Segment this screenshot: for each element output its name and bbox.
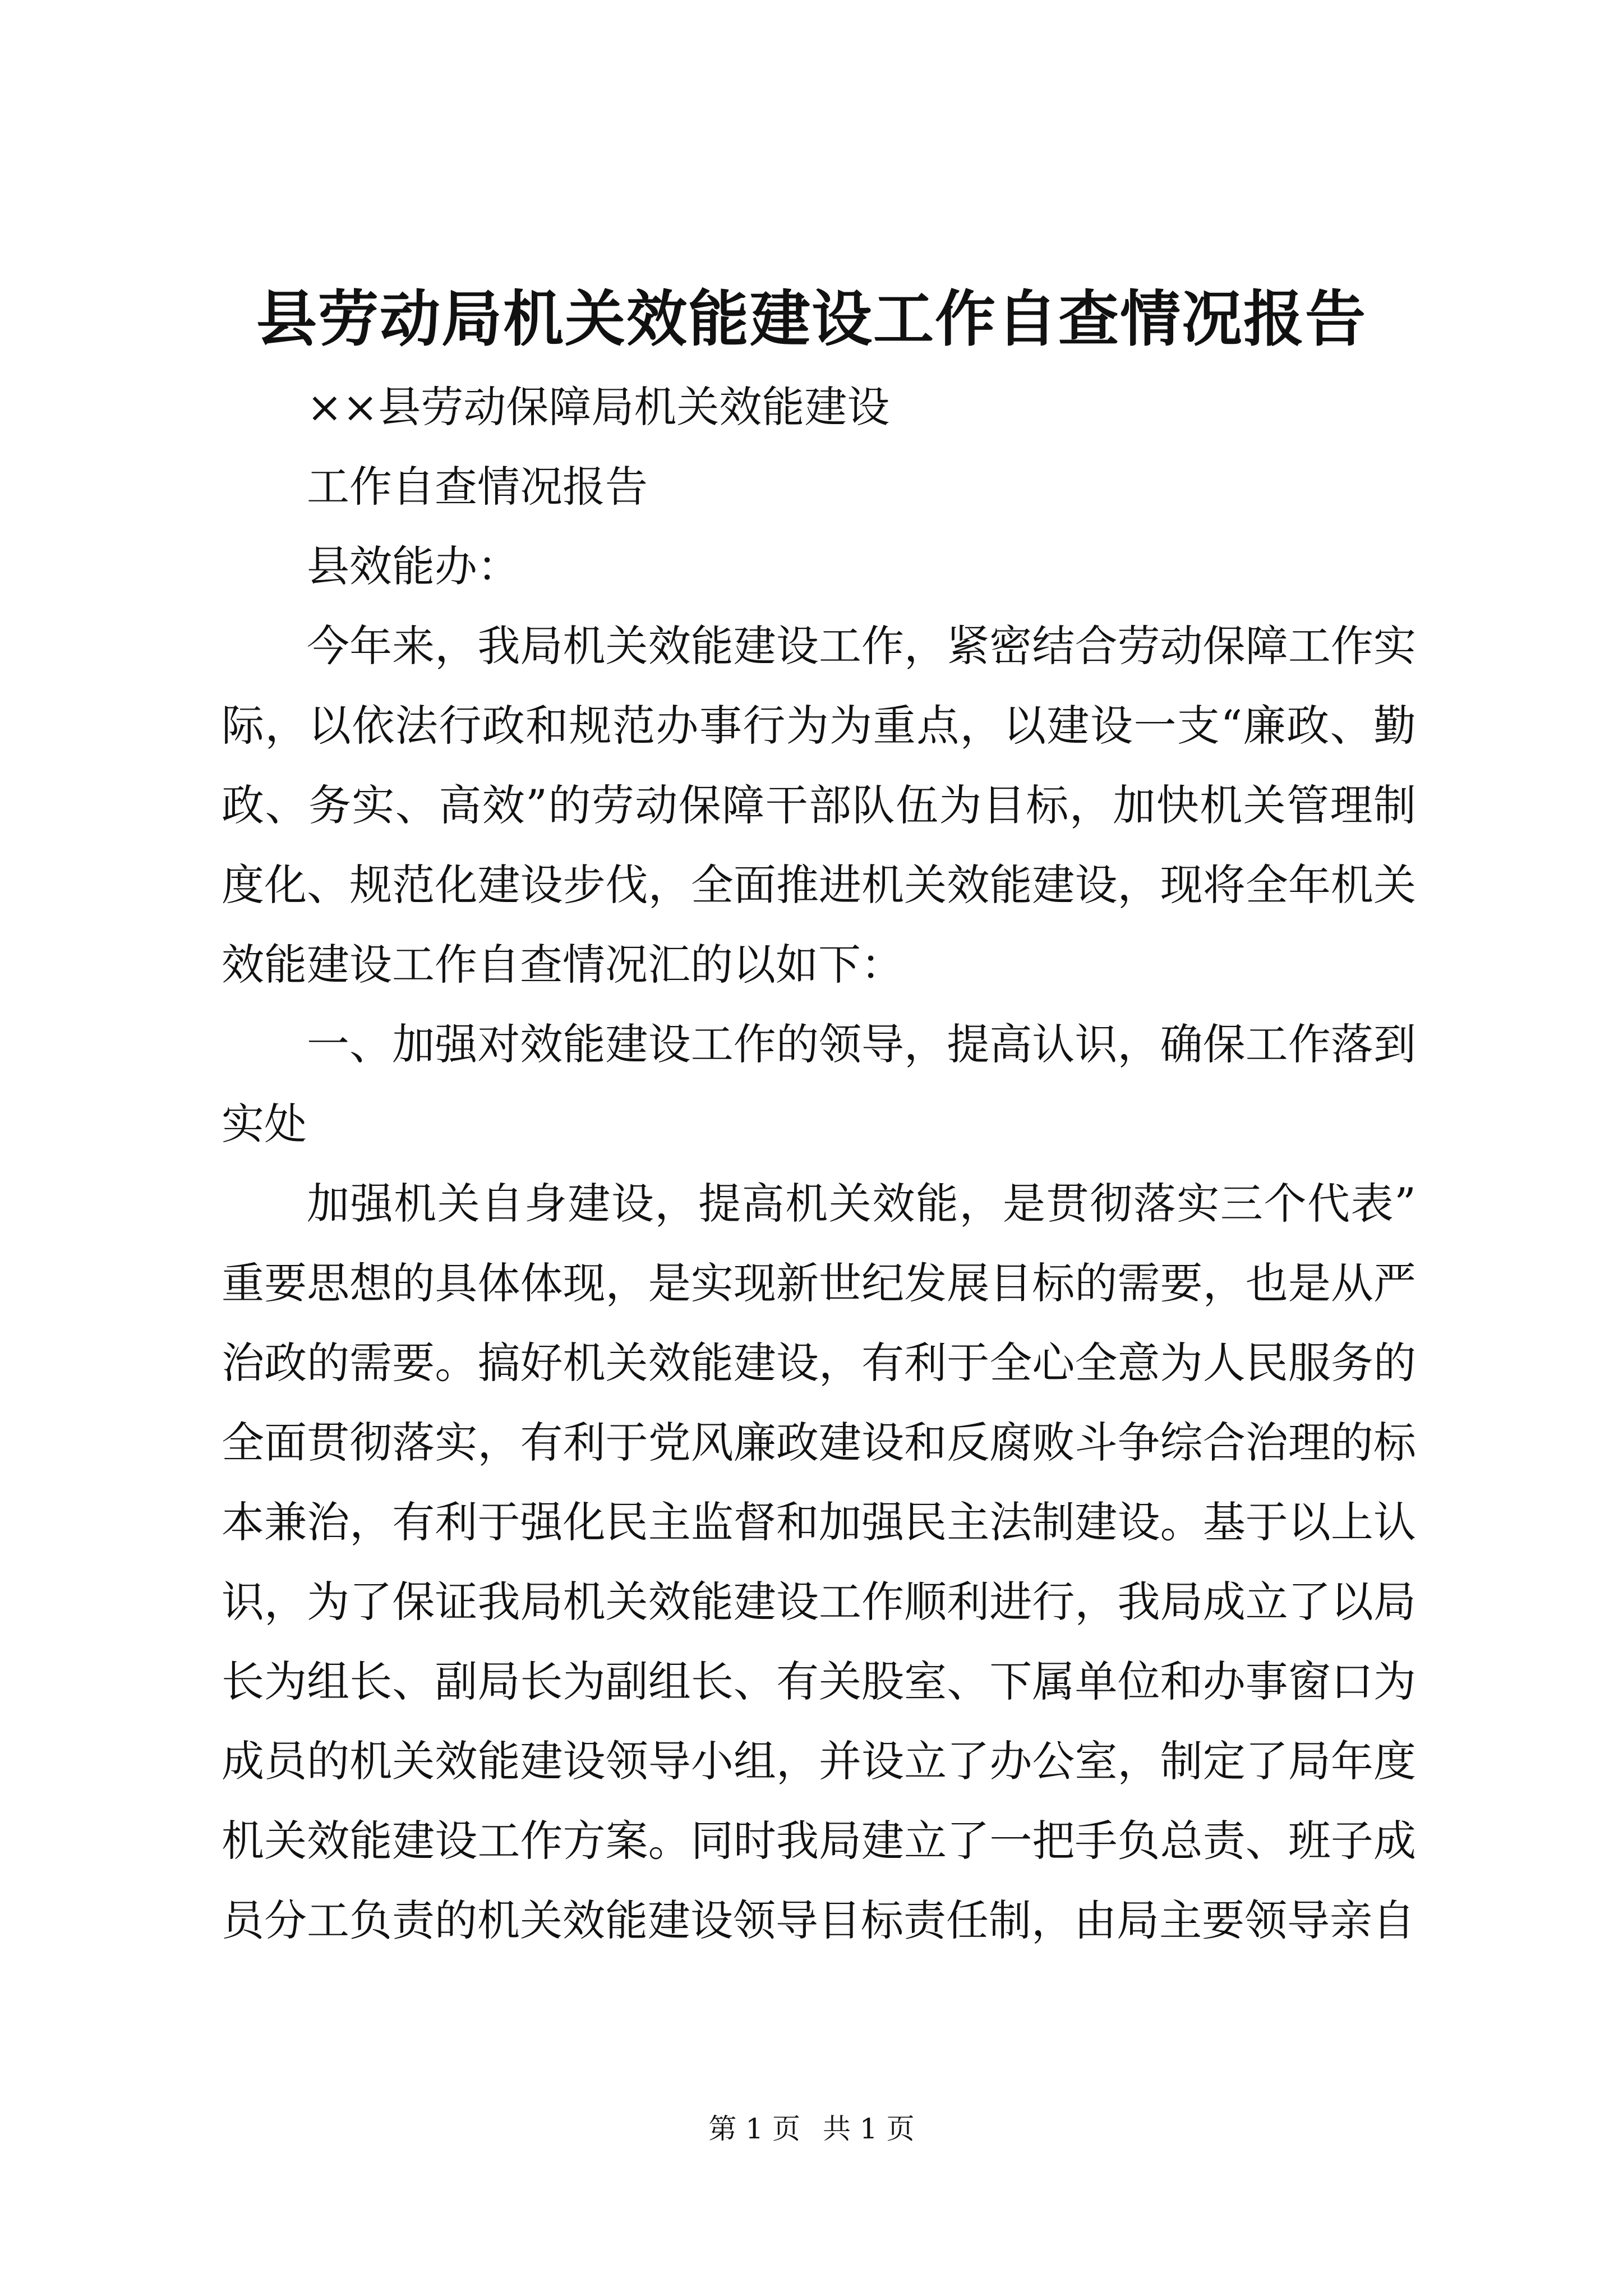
paragraph-section-1: 加强机关自身建设，提高机关效能，是贯彻落实三个代表”重要思想的具体体现，是实现新世纪发展目标的需要，也是从严治政的需要。搞好机关效能建设，有利于全心全意为人民服务的全面贯彻落实，有利于党风廉政建设和反腐败斗争综合治理的标本兼治，有利于强化民主监督和加强民主法制建设。基于以上认识，为了保证我局机关效能建设工作顺利进行，我局成立了以局长为组长、副局长为副组长、有关股室、下属单位和办事窗口为成员的机关效能建设领导小组，并设立了办公室，制定了局年度机关效能建设工作方案。同时我局建立了一把手负总责、班子成员分工负责的机关效能建设领导目标责任制，由局主要领导亲自	[222, 1179, 1416, 1945]
subtitle-line-1: ××县劳动保障局机关效能建设	[307, 382, 890, 432]
paragraph-intro: 今年来，我局机关效能建设工作，紧密结合劳动保障工作实际，以依法行政和规范办事行为为重点，以建设一支“廉政、勤政、务实、高效”的劳动保障干部队伍为目标，加快机关管理制度化、规范化建设步伐，全面推进机关效能建设，现将全年机关效能建设工作自查情况汇的以如下：	[222, 621, 1416, 990]
page-number: 第 1 页	[708, 2113, 800, 2145]
salutation: 县效能办：	[307, 541, 520, 591]
subtitle-line-2: 工作自查情况报告	[307, 462, 648, 512]
document-title: 县劳动局机关效能建设工作自查情况报告	[256, 284, 1367, 355]
document-body	[222, 367, 1416, 1961]
section-heading-1: 一、加强对效能建设工作的领导，提高认识，确保工作落到实处	[222, 1019, 1416, 1149]
page-footer	[0, 2106, 1623, 2147]
page-total: 共 1 页	[823, 2113, 915, 2145]
